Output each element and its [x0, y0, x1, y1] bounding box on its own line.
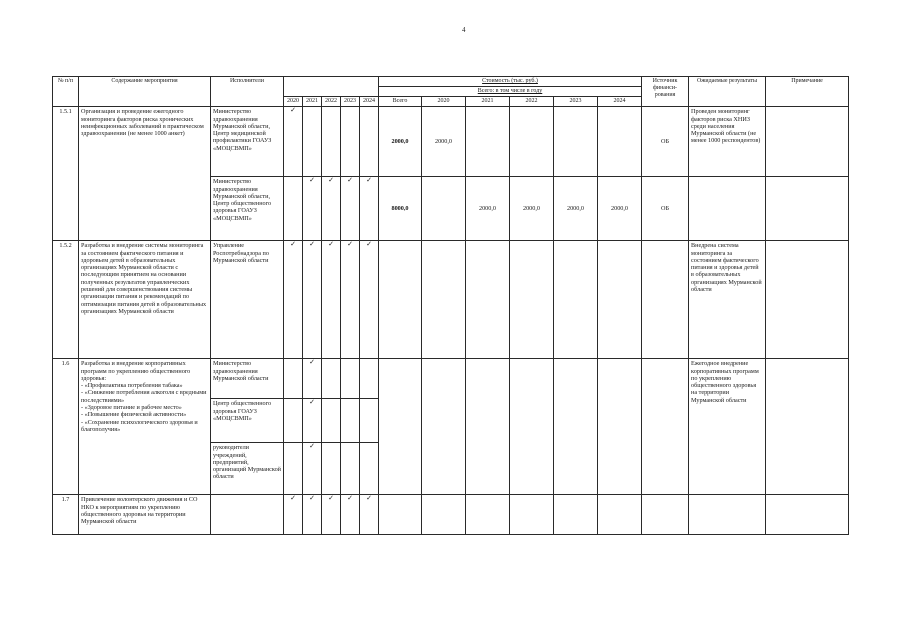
- row-executor: руководители учреждений, предприятий, организаций Мурманской области: [211, 443, 284, 495]
- check-mark: [360, 359, 379, 399]
- row-content: Разработка и внедрение системы мониторинга за состоянием фактического питания и здоровьем детей в образовательных организациях Мурманской области с последующим принятием на основании полученных результатов управленческих решений для совершенствования системы организации питания и рекомендаций по оптимизации питания детей в образовательных организациях Мурманской области: [79, 241, 211, 359]
- cost-2022: [510, 495, 554, 535]
- header-source: Источник финанси-рования: [642, 77, 689, 107]
- table-row: [53, 241, 849, 359]
- cost-total: [379, 241, 422, 359]
- cost-2022: [510, 107, 554, 177]
- check-mark: [284, 359, 303, 399]
- row-number: 1.7: [53, 495, 79, 535]
- cost-total: 8000,0: [379, 177, 422, 241]
- row-executor: Центр общественного здоровья ГОАУЗ «МОЦСВМП»: [211, 399, 284, 443]
- header-num: № п/п: [53, 77, 79, 107]
- activities-table: [52, 76, 849, 535]
- check-mark: [360, 107, 379, 177]
- cost-2020: [422, 495, 466, 535]
- check-mark: [360, 443, 379, 495]
- check-mark: ✓: [322, 495, 341, 535]
- check-mark: ✓: [303, 177, 322, 241]
- check-mark: ✓: [303, 359, 322, 399]
- funding-source: ОБ: [642, 107, 689, 177]
- cost-2021: [466, 359, 510, 495]
- check-mark: ✓: [303, 495, 322, 535]
- row-number: 1.5.2: [53, 241, 79, 359]
- check-mark: ✓: [341, 177, 360, 241]
- check-mark: [341, 443, 360, 495]
- check-mark: ✓: [284, 107, 303, 177]
- cost-total: 2000,0: [379, 107, 422, 177]
- check-mark: ✓: [360, 241, 379, 359]
- expected-result: Внедрена система мониторинга за состоянием фактического питания и здоровья детей в образовательных организациях Мурманской области: [689, 241, 766, 359]
- check-mark: ✓: [284, 241, 303, 359]
- cost-2023: [554, 495, 598, 535]
- funding-source: [642, 495, 689, 535]
- cost-2022: 2000,0: [510, 177, 554, 241]
- check-mark: [341, 359, 360, 399]
- expected-result-empty: [689, 177, 766, 241]
- header-expected: Ожидаемые результаты: [689, 77, 766, 107]
- check-mark: [341, 107, 360, 177]
- funding-source: [642, 241, 689, 359]
- row-executor: Министерство здравоохранения Мурманской области, Центр медицинской профилактики ГОАУЗ «МОЦСВМП»: [211, 107, 284, 177]
- check-mark: [322, 443, 341, 495]
- header-cost: Стоимость (тыс. руб.): [379, 77, 642, 87]
- row-content: Разработка и внедрение корпоративных программ по укреплению общественного здоровья: - «Профилактика потребления табака» - «Снижение потребления алкоголя с вредными последствиями» - «Здоровое питание и рабочее место» - «Повышение физической активности» - «Сохранение психологического здоровья и благополучия»: [79, 359, 211, 495]
- check-mark: [341, 399, 360, 443]
- check-mark: ✓: [303, 241, 322, 359]
- row-content: Организация и проведение ежегодного мониторинга факторов риска хронических неинфекционных заболеваний в практическом здравоохранении (не менее 1000 анкет): [79, 107, 211, 241]
- header-cost-2023: 2023: [554, 97, 598, 107]
- cost-2024: [598, 495, 642, 535]
- cost-2024: [598, 359, 642, 495]
- expected-result: Ежегодное внедрение корпоративных программ по укреплению общественного здоровья на территории Мурманской области: [689, 359, 766, 495]
- check-mark: ✓: [322, 241, 341, 359]
- row-executor: [211, 495, 284, 535]
- funding-source: ОБ: [642, 177, 689, 241]
- cost-2023: 2000,0: [554, 177, 598, 241]
- cost-2022: [510, 359, 554, 495]
- cost-2024: [598, 241, 642, 359]
- check-mark: ✓: [284, 495, 303, 535]
- row-number: 1.6: [53, 359, 79, 495]
- check-mark: ✓: [360, 495, 379, 535]
- header-executors: Исполнители: [211, 77, 284, 107]
- row-number: 1.5.1: [53, 107, 79, 241]
- cost-2023: [554, 241, 598, 359]
- check-mark: [322, 359, 341, 399]
- cost-2021: [466, 107, 510, 177]
- row-executor: Министерство здравоохранения Мурманской области, Центр общественного здоровья ГОАУЗ «МОЦСВМП»: [211, 177, 284, 241]
- cost-2023: [554, 359, 598, 495]
- check-mark: ✓: [341, 495, 360, 535]
- header-cost-2021: 2021: [466, 97, 510, 107]
- check-mark: [360, 399, 379, 443]
- cost-2021: [466, 495, 510, 535]
- header-total: Всего: [379, 97, 422, 107]
- check-mark: ✓: [322, 177, 341, 241]
- notes-cell: [766, 177, 849, 241]
- cost-total: [379, 359, 422, 495]
- cost-2020: 2000,0: [422, 107, 466, 177]
- header-cost-2020: 2020: [422, 97, 466, 107]
- cost-total: [379, 495, 422, 535]
- cost-2020: [422, 241, 466, 359]
- cost-2020: [422, 177, 466, 241]
- notes-cell: [766, 241, 849, 359]
- header-content: Содержание мероприятия: [79, 77, 211, 107]
- funding-source: [642, 359, 689, 495]
- header-years-blank: [284, 77, 379, 97]
- check-mark: [322, 107, 341, 177]
- check-mark: ✓: [303, 399, 322, 443]
- check-mark: ✓: [303, 443, 322, 495]
- cost-2022: [510, 241, 554, 359]
- check-mark: ✓: [341, 241, 360, 359]
- header-year-2021: 2021: [303, 97, 322, 107]
- notes-cell: [766, 359, 849, 495]
- header-cost-2024: 2024: [598, 97, 642, 107]
- cost-2024: 2000,0: [598, 177, 642, 241]
- header-year-2022: 2022: [322, 97, 341, 107]
- check-mark: [322, 399, 341, 443]
- check-mark: [284, 177, 303, 241]
- page-number: 4: [462, 26, 466, 34]
- check-mark: [284, 443, 303, 495]
- expected-result: Проведен мониторинг факторов риска ХНИЗ среди населения Мурманской области (не менее 1000 респондентов): [689, 107, 766, 177]
- cost-2024: [598, 107, 642, 177]
- table-row: [53, 359, 849, 399]
- row-executor: Управление Роспотребнадзора по Мурманской области: [211, 241, 284, 359]
- row-executor: Министерство здравоохранения Мурманской области: [211, 359, 284, 399]
- check-mark: ✓: [360, 177, 379, 241]
- cost-2023: [554, 107, 598, 177]
- cost-2020: [422, 359, 466, 495]
- header-year-2020: 2020: [284, 97, 303, 107]
- notes-cell: [766, 495, 849, 535]
- header-cost-2022: 2022: [510, 97, 554, 107]
- header-year-2024: 2024: [360, 97, 379, 107]
- cost-2021: 2000,0: [466, 177, 510, 241]
- notes-cell: [766, 107, 849, 177]
- header-notes: Примечание: [766, 77, 849, 107]
- cost-2021: [466, 241, 510, 359]
- expected-result: [689, 495, 766, 535]
- check-mark: [303, 107, 322, 177]
- row-content: Привлечение волонтерского движения и СО НКО к мероприятиям по укреплению общественного здоровья на территории Мурманской области: [79, 495, 211, 535]
- header-year-2023: 2023: [341, 97, 360, 107]
- header-total-by-year: Всего: в том числе в году: [379, 87, 642, 97]
- table-row: [53, 107, 849, 177]
- table-row: [53, 495, 849, 535]
- check-mark: [284, 399, 303, 443]
